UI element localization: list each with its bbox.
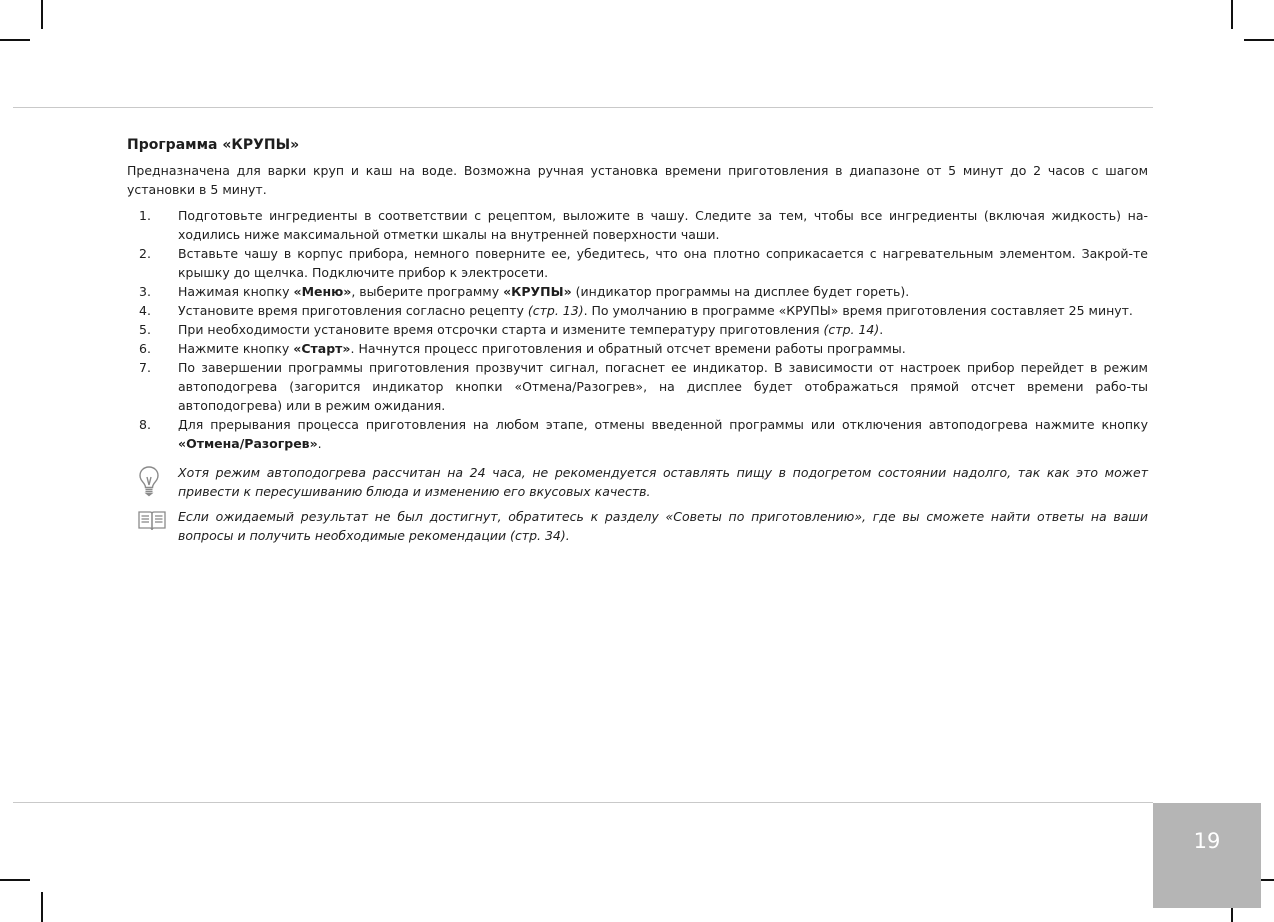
step-item: [127, 282, 1148, 301]
step-text: При необходимости установите время отсрочки старта и измените температуру приготовления: [178, 322, 824, 337]
step-text: . Начнутся процесс приготовления и обратный отсчет времени работы программы.: [350, 341, 906, 356]
step-item: [127, 244, 1148, 282]
note-text: Если ожидаемый результат не был достигнут, обратитесь к разделу «Советы по приготовлению», где вы сможете найти ответы на ваши вопросы и получить необходимые рекомендации (стр. 34).: [178, 509, 1148, 543]
step-item: [127, 415, 1148, 453]
step-item: [127, 301, 1148, 320]
program-name: «КРУПЫ»: [503, 284, 572, 299]
cancel-button-name: «Отмена/Разогрев»: [178, 436, 318, 451]
tip-note: [127, 463, 1148, 501]
step-item: [127, 320, 1148, 339]
step-text: , выберите программу: [351, 284, 504, 299]
step-number: 1.: [139, 208, 151, 223]
menu-button-name: «Меню»: [293, 284, 352, 299]
step-text: Нажмите кнопку: [178, 341, 294, 356]
step-number: 4.: [139, 303, 151, 318]
step-number: 2.: [139, 246, 151, 261]
intro-paragraph: Предназначена для варки круп и каш на воде. Возможна ручная установка времени приготовления в диапазоне от 5 минут до 2 часов с шагом установки в 5 минут.: [127, 163, 1148, 197]
lightbulb-icon: [137, 465, 161, 502]
reference-note: [127, 507, 1148, 545]
bottom-rule: [13, 802, 1153, 803]
crop-mark-bottom-left-v: [41, 892, 43, 922]
crop-mark-bottom-left-h: [0, 879, 30, 881]
start-button-name: «Старт»: [293, 341, 351, 356]
step-text: (индикатор программы на дисплее будет гореть).: [571, 284, 910, 299]
page-number: 19: [1193, 829, 1221, 853]
crop-mark-top-right-h: [1244, 39, 1274, 41]
step-text: .: [879, 322, 884, 337]
step-item: [127, 339, 1148, 358]
crop-mark-top-right-v: [1231, 0, 1233, 29]
step-text: .: [317, 436, 322, 451]
steps-list: [127, 206, 1148, 453]
step-number: 7.: [139, 360, 151, 375]
step-text: По завершении программы приготовления прозвучит сигнал, погаснет ее индикатор. В зависимости от настроек прибор перейдет в режим автоподогрева (загорится индикатор кнопки «Отмена/Разогрев», на дисплее будет отображаться прямой отсчет времени рабо-ты автоподогрева) или в режим ожидания.: [178, 360, 1148, 413]
page-content: [127, 136, 1148, 545]
step-item: [127, 358, 1148, 415]
page-number-box: [1153, 803, 1261, 908]
step-text: Нажимая кнопку: [178, 284, 294, 299]
step-number: 8.: [139, 417, 151, 432]
note-text: Хотя режим автоподогрева рассчитан на 24 часа, не рекомендуется оставлять пищу в подогретом состоянии надолго, так как это может привести к пересушиванию блюда и изменению его вкусовых качеств.: [178, 465, 1148, 499]
step-text: Для прерывания процесса приготовления на любом этапе, отмены введенной программы или отключения автоподогрева нажмите кнопку: [178, 417, 1148, 432]
step-number: 6.: [139, 341, 151, 356]
section-title: Программа «КРУПЫ»: [127, 137, 300, 153]
step-number: 5.: [139, 322, 151, 337]
step-text: . По умолчанию в программе «КРУПЫ» время приготовления составляет 25 минут.: [583, 303, 1133, 318]
crop-mark-top-left-v: [41, 0, 43, 29]
step-text: Установите время приготовления согласно рецепту: [178, 303, 528, 318]
step-text: Подготовьте ингредиенты в соответствии с рецептом, выложите в чашу. Следите за тем, чтобы все ингредиенты (включая жидкость) на-ходились ниже максимальной отметки шкалы на внутренней поверхности чаши.: [178, 208, 1148, 242]
page-reference: (стр. 14): [823, 322, 880, 337]
page-reference: (стр. 13): [527, 303, 584, 318]
step-text: Вставьте чашу в корпус прибора, немного поверните ее, убедитесь, что она плотно соприкасается с нагревательным элементом. Закрой-те крышку до щелчка. Подключите прибор к электросети.: [178, 246, 1148, 280]
top-rule: [13, 107, 1153, 108]
step-number: 3.: [139, 284, 151, 299]
crop-mark-top-left-h: [0, 39, 30, 41]
book-icon: [137, 509, 167, 538]
step-item: [127, 206, 1148, 244]
